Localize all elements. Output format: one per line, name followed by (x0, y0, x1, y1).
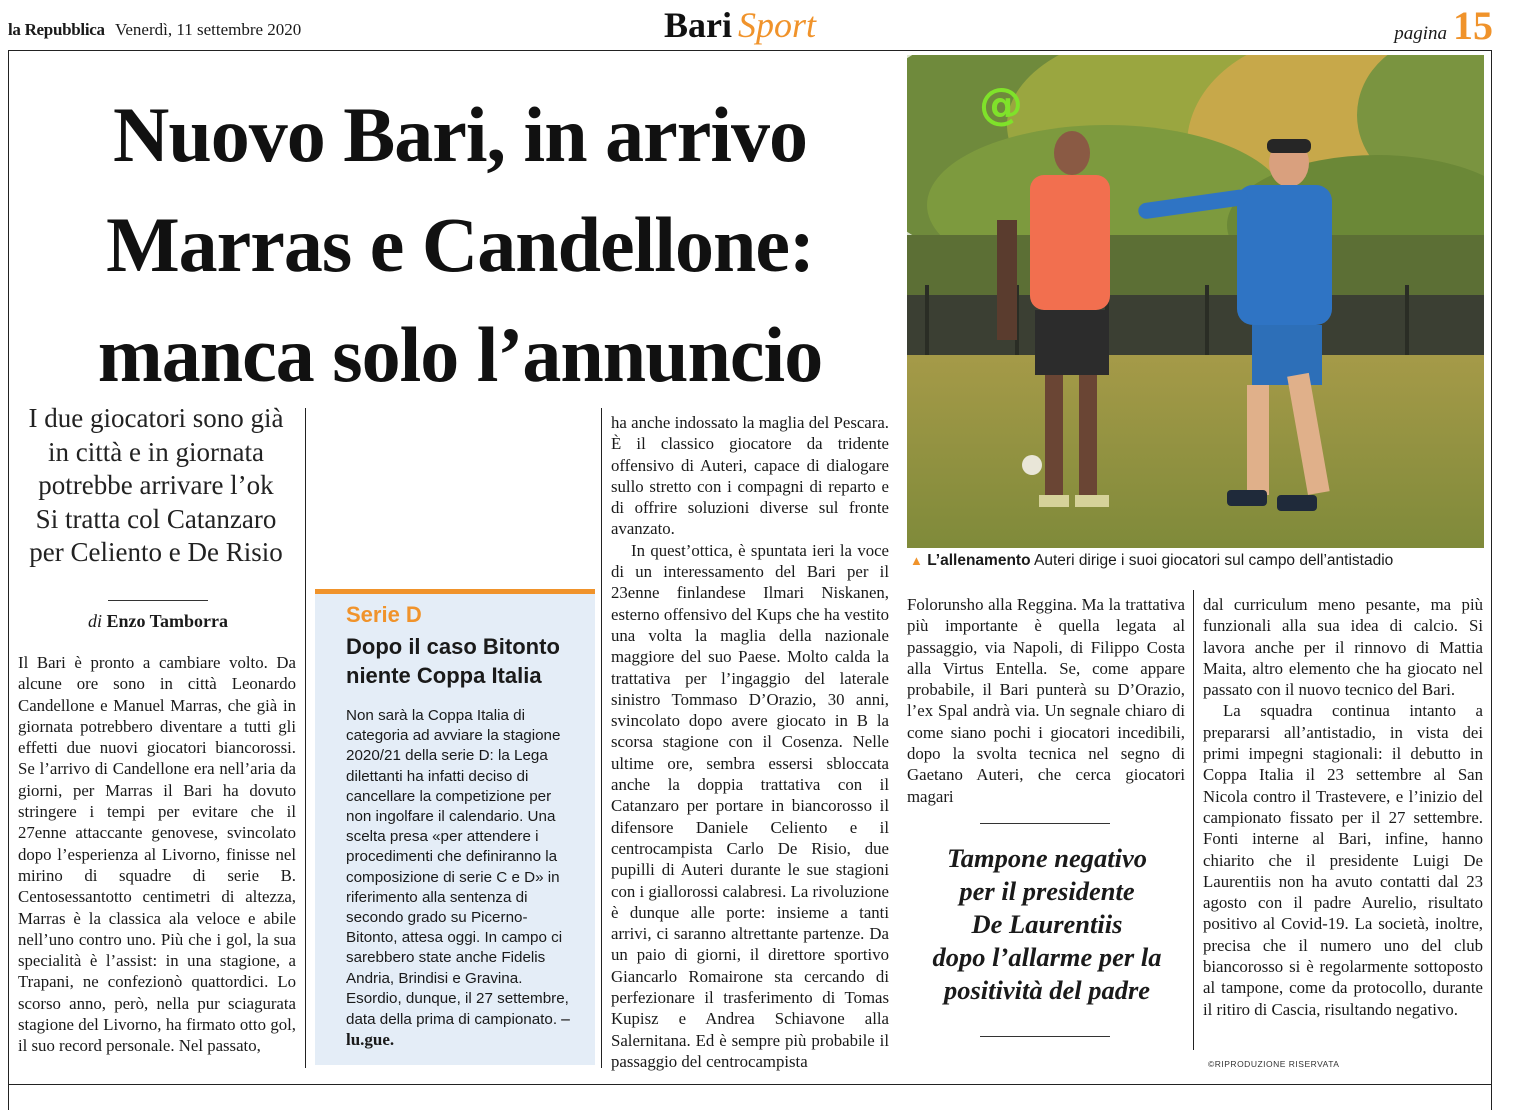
quote-line: De Laurentiis (971, 909, 1123, 939)
masthead (8, 20, 301, 40)
headline-line: Marras e Candellone: (106, 201, 814, 288)
caption-title: L’allenamento (927, 552, 1031, 569)
article-paragraph: Il Bari è pronto a cambiare volto. Da alcune ore sono in città Leonardo Candellone e Manuel Marras, che già in giornata potrebbero diventare a tutti gli effetti due nuovi giocatori biancorossi. Se l’arrivo di Candellone era nell’aria da giorni, per Marras il Bari ha dovuto stringere i tempi per evitare che il 27enne attaccante genovese, svincolato dopo l’esperienza al Livorno, finisse nel mirino di squadre di serie B. Centosessantotto centimetri di altezza, Marras è la classica ala veloce e abile nell’uno contro uno. Più che i gol, la sua specialità è l’assist: in una stagione, a Trapani, ne confezionò quattordici. Lo scorso anno, però, nella pur sciagurata stagione del Livorno, ha firmato otto gol, il suo record personale. Nel passato, (18, 653, 296, 1056)
caption-marker: ▲ (910, 553, 923, 568)
bottom-rule (8, 1084, 1492, 1085)
quote-line: dopo l’allarme per la (932, 942, 1162, 972)
article-column-4 (1203, 594, 1483, 1020)
page-label: pagina (1394, 23, 1447, 44)
box-signature: – lu.gue. (346, 1009, 570, 1050)
newspaper-logo: la Repubblica (8, 20, 105, 39)
article-paragraph: La squadra continua intanto a prepararsi all’antistadio, in vista dei primi impegni stagionali: il debutto in Coppa Italia il 23 settembre al San Nicola contro il Trastevere, e l’inizio del campionato fissato per il 27 settembre. Fonti interne al Bari, infine, hanno chiarito che il presidente Luigi De Laurentiis non ha avuto contatti dal 23 agosto con il padre Aurelio, risultato positivo al Covid-19. La società, inoltre, precisa che il numero uno del club biancorosso si è regolarmente sottoposto al tampone, come da protocollo, durante il ritiro di Cascia, risultando negativo. (1203, 701, 1483, 1019)
quote-line: Tampone negativo (947, 843, 1147, 873)
article-column-2 (611, 412, 889, 1072)
deck-line: potrebbe arrivare l’ok (38, 470, 274, 500)
byline (20, 611, 296, 632)
issue-date: Venerdì, 11 settembre 2020 (114, 20, 302, 39)
pull-quote (910, 842, 1184, 1007)
quote-line: positività del padre (943, 975, 1151, 1005)
deck-line: Si tratta col Catanzaro (35, 503, 277, 534)
section-sub: Sport (738, 5, 817, 45)
article-paragraph: Folorunsho alla Reggina. Ma la trattativa più importante è quella legata al passaggio, via Napoli, di Filippo Costa alla Virtus Entella. Se, come appare probabile, il Bari punterà su D’Orazio, l’ex Spal andrà via. Un segnale chiaro di come siano pochi i giocatori incedibili, dopo la svolta tecnica nel segno di Gaetano Auteri, che cerca giocatori magari (907, 595, 1185, 806)
box-title-line: Dopo il caso Bitonto (346, 634, 560, 659)
photo-caption (910, 552, 1490, 570)
subheadline (14, 402, 298, 570)
serie-d-box (315, 589, 595, 1065)
headline-line: manca solo l’annuncio (97, 311, 823, 398)
article-paragraph: dal curriculum meno pesante, ma più funzionali alla sua idea di calcio. Si lavora anche per il rinnovo di Mattia Maita, altro elemento che ha giocato nel passato con il nuovo tecnico del Bari. (1203, 595, 1483, 700)
photo-watermark: @ (979, 79, 1023, 130)
article-column-1 (18, 652, 296, 1057)
article-paragraph: ha anche indossato la maglia del Pescara. È il classico giocatore da tridente offensivo di Auteri, capace di dialogare sullo stretto con i compagni di reparto e di offrire soluzioni diverse sul fronte avanzato. (611, 413, 889, 539)
training-photo (907, 55, 1484, 548)
column-divider (601, 408, 602, 1068)
box-title-line: niente Coppa Italia (346, 663, 542, 688)
section-main: Bari (664, 5, 732, 45)
deck-line: per Celiento e De Risio (29, 537, 283, 567)
column-divider (1193, 590, 1194, 1050)
headline (20, 80, 900, 410)
deck-line: I due giocatori sono già (28, 403, 284, 433)
section-title (664, 4, 816, 46)
caption-text: Auteri dirige i suoi giocatori sul campo dell’antistadio (1034, 552, 1394, 569)
box-text: Non sarà la Coppa Italia di categoria ad avviare la stagione 2020/21 della serie D: la Lega dilettanti ha infatti deciso di cancellare la competizione per non ingolfare il calendario. Una scelta presa «per attendere i procedimenti che definiranno la composizione di serie C e D» in riferimento alla sentenza di secondo grado su Picerno-Bitonto, attesa oggi. In campo ci sarebbero state anche Fidelis Andria, Brindisi e Gravina. Esordio, dunque, il 27 settembre, data della prima di campionato. (346, 707, 569, 1029)
column-divider (305, 408, 306, 1068)
headline-line: Nuovo Bari, in arrivo (113, 91, 807, 178)
deck-line: in città e in giornata (48, 436, 264, 467)
quote-divider-bottom (980, 1036, 1110, 1037)
byline-prefix: di (87, 611, 102, 631)
page-number-value: 15 (1453, 3, 1493, 48)
box-kicker: Serie D (346, 602, 422, 627)
quote-divider-top (980, 823, 1110, 824)
article-column-3 (907, 594, 1185, 807)
page-number (1394, 2, 1493, 49)
copyright-notice: ©RIPRODUZIONE RISERVATA (1208, 1059, 1340, 1069)
deck-divider (108, 600, 208, 601)
quote-line: per il presidente (959, 876, 1135, 906)
box-title (346, 632, 577, 690)
article-paragraph: In quest’ottica, è spuntata ieri la voce di un interessamento del Bari per il 23enne finlandese Ilmari Niskanen, esterno offensivo del Kups che ha vestito una volta la maglia della nazionale maggiore del suo Paese. Molto calda la trattativa per l’ingaggio del laterale sinistro Tommaso D’Orazio, 30 anni, svincolato dopo avere giocato in B la scorsa stagione con il Cosenza. Nelle ultime ore, sembra essersi sbloccata anche la doppia trattativa con il Catanzaro per portare in biancorosso il difensore Daniele Celiento e il centrocampista Carlo De Risio, due pupilli di Auteri durante le sue stagioni con i giallorossi calabresi. La rivoluzione è dunque alle porte: insieme a tanti arrivi, ci saranno altrettante partenze. Da un paio di giorni, il direttore sportivo Giancarlo Romairone sta cercando di perfezionare il trasferimento di Tomas Kupisz e Andrea Schiavone alla Salernitana. Ed è sempre più probabile il passaggio del centrocampista (611, 540, 889, 1071)
box-body (346, 706, 577, 1051)
byline-author: Enzo Tamborra (106, 611, 229, 631)
